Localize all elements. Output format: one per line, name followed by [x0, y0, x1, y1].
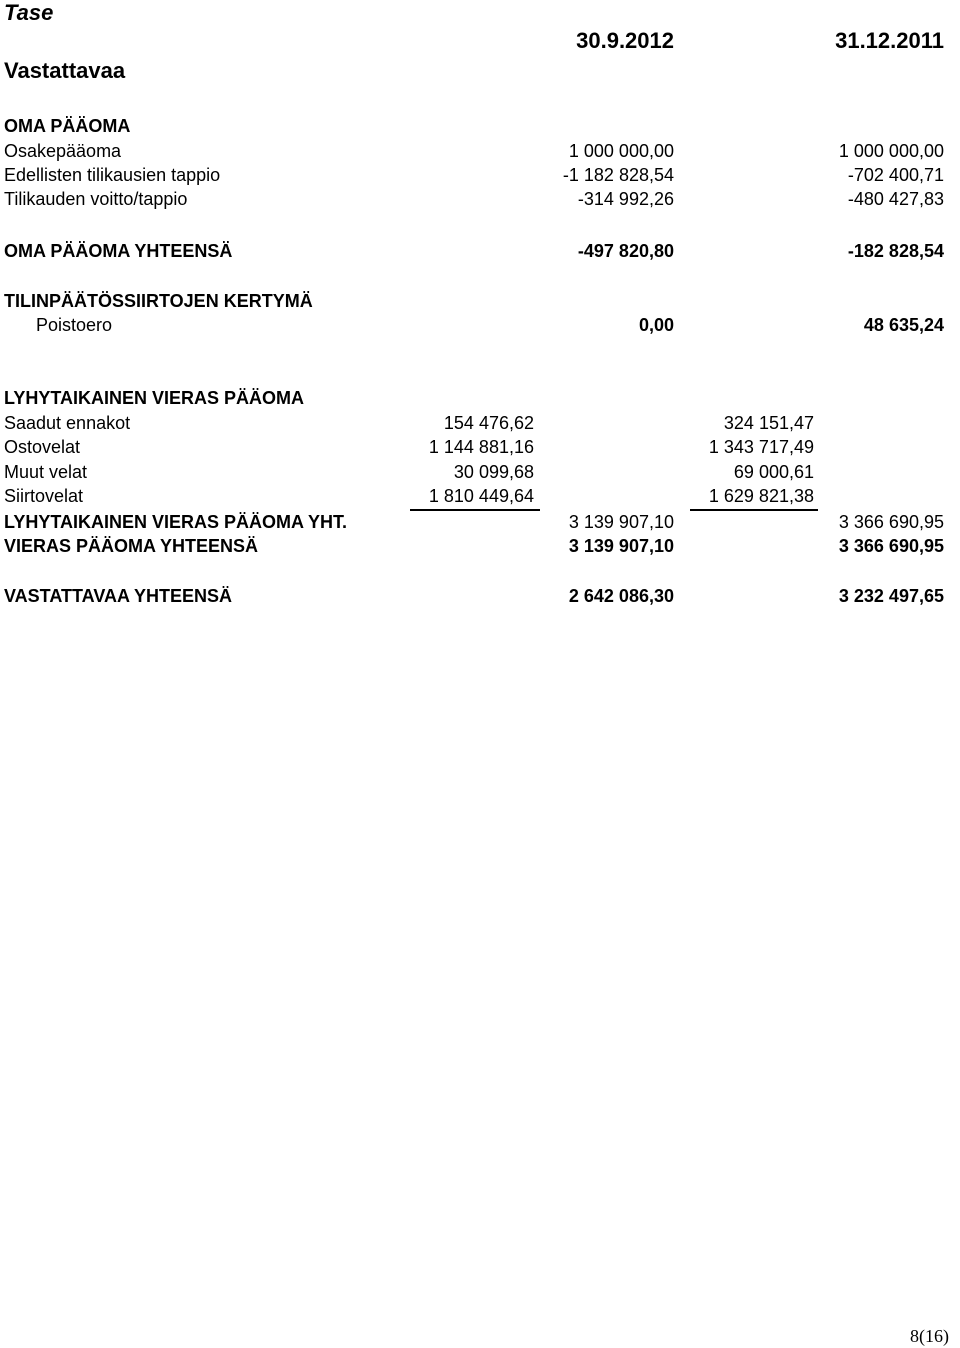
row-label: Muut velat: [4, 462, 88, 482]
row-value-2012: -1 182 828,54: [562, 165, 674, 185]
row-value-2011: 69 000,61: [733, 462, 814, 482]
vieras-total-label: VIERAS PÄÄOMA YHTEENSÄ: [4, 536, 259, 556]
grand-total-2011: 3 232 497,65: [838, 586, 944, 606]
row-value-2011: 324 151,47: [723, 413, 814, 433]
document-title: Tase: [4, 0, 54, 25]
vieras-total-2011: 3 366 690,95: [838, 536, 944, 556]
row-label: Ostovelat: [4, 437, 81, 457]
poistoero-value-2011: 48 635,24: [863, 315, 944, 335]
row-label: Siirtovelat: [4, 486, 84, 506]
row-label: Edellisten tilikausien tappio: [4, 165, 221, 185]
row-value-2012: 30 099,68: [453, 462, 534, 482]
lyhytaikainen-subtotal-2011: 3 366 690,95: [838, 512, 944, 532]
oma-paaoma-total-2012: -497 820,80: [577, 241, 674, 261]
grand-total-2012: 2 642 086,30: [568, 586, 674, 606]
vieras-total-2012: 3 139 907,10: [568, 536, 674, 556]
page-number: 8(16): [910, 1326, 949, 1346]
row-value-2011: -702 400,71: [847, 165, 944, 185]
row-value-2012: 154 476,62: [443, 413, 534, 433]
oma-paaoma-heading: OMA PÄÄOMA: [4, 116, 131, 136]
row-value-2012: -314 992,26: [577, 189, 674, 209]
row-value-2012: 1 000 000,00: [568, 141, 674, 161]
poistoero-label: Poistoero: [36, 315, 113, 335]
column-date-2011: 31.12.2011: [835, 28, 944, 53]
oma-paaoma-total-label: OMA PÄÄOMA YHTEENSÄ: [4, 241, 233, 261]
lyhytaikainen-subtotal-label: LYHYTAIKAINEN VIERAS PÄÄOMA YHT.: [4, 512, 348, 532]
row-value-2011: 1 000 000,00: [838, 141, 944, 161]
lyhytaikainen-heading: LYHYTAIKAINEN VIERAS PÄÄOMA: [4, 388, 305, 408]
row-value-2012: 1 810 449,64: [428, 486, 534, 506]
row-value-2012: 1 144 881,16: [428, 437, 534, 457]
row-value-2011: -480 427,83: [847, 189, 944, 209]
oma-paaoma-total-2011: -182 828,54: [847, 241, 944, 261]
section-title: Vastattavaa: [4, 58, 126, 83]
tilinpaatossiirrot-heading: TILINPÄÄTÖSSIIRTOJEN KERTYMÄ: [4, 291, 313, 311]
row-label: Saadut ennakot: [4, 413, 131, 433]
row-value-2011: 1 629 821,38: [708, 486, 814, 506]
row-label: Tilikauden voitto/tappio: [4, 189, 188, 209]
row-value-2011: 1 343 717,49: [708, 437, 814, 457]
lyhytaikainen-subtotal-2012: 3 139 907,10: [568, 512, 674, 532]
grand-total-label: VASTATTAVAA YHTEENSÄ: [4, 586, 233, 606]
row-label: Osakepääoma: [4, 141, 122, 161]
column-date-2012: 30.9.2012: [576, 28, 674, 53]
poistoero-value-2012: 0,00: [638, 315, 674, 335]
